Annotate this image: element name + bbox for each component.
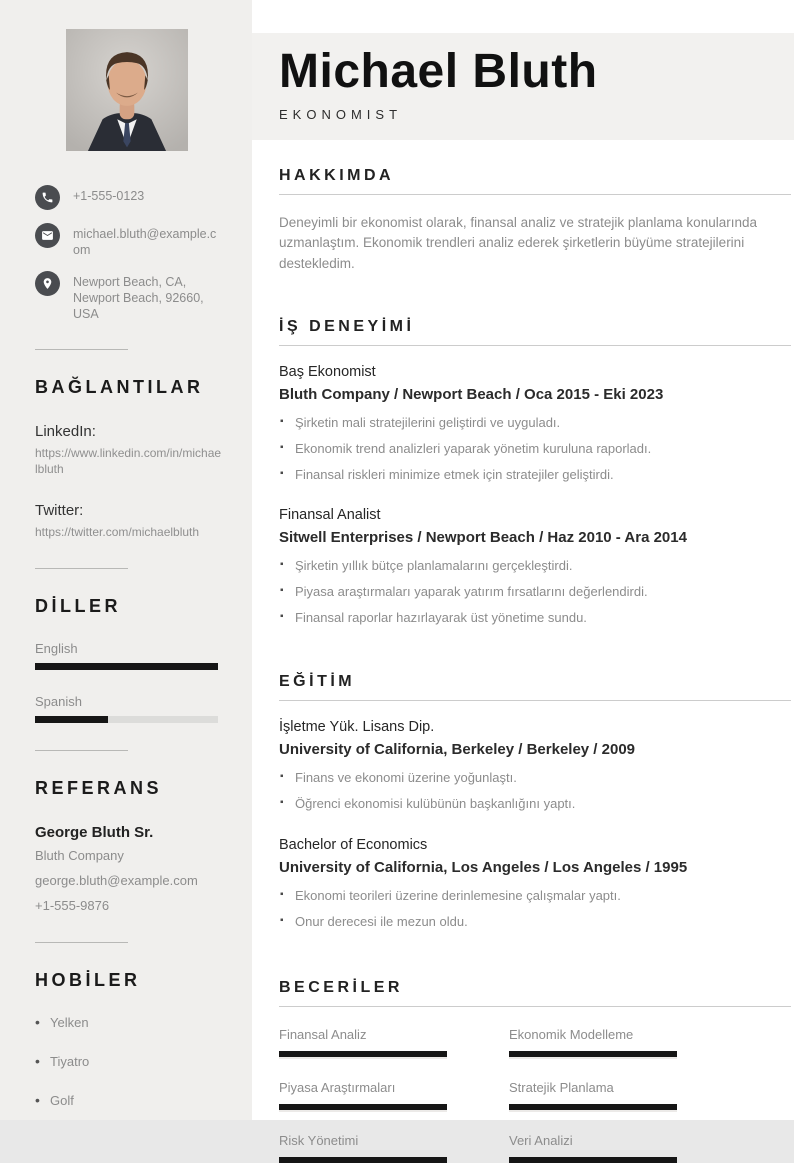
job-meta: Sitwell Enterprises / Newport Beach / Haz 2010 - Ara 2014 xyxy=(279,529,687,547)
skill-level-bar xyxy=(509,1157,677,1163)
education-bullet-list xyxy=(279,888,791,931)
skills-section xyxy=(279,979,791,1163)
language-name: Spanish xyxy=(35,693,82,709)
experience-section-title: İŞ DENEYİMİ xyxy=(279,317,415,335)
twitter-url[interactable]: https://twitter.com/michaelbluth xyxy=(35,525,200,540)
main-column xyxy=(252,0,794,1148)
education-bullet: ▪ Finans ve ekonomi üzerine yoğunlaştı. xyxy=(279,770,791,787)
job-bullet-list xyxy=(279,558,791,627)
skill-name: Ekonomik Modelleme xyxy=(509,1026,634,1042)
languages-section-title: DİLLER xyxy=(35,595,121,616)
linkedin-url[interactable]: https://www.linkedin.com/in/michaelbluth xyxy=(35,446,222,476)
skill-level-bar xyxy=(279,1051,447,1057)
skill-level-fill xyxy=(279,1051,447,1057)
skill-level-fill xyxy=(279,1157,447,1163)
person-name: Michael Bluth xyxy=(279,45,598,98)
skills-section-title: BECERİLER xyxy=(279,978,403,996)
job-bullet: ▪ Ekonomik trend analizleri yaparak yönetim kuruluna raporladı. xyxy=(279,441,791,458)
sidebar xyxy=(0,0,252,1120)
job-entry xyxy=(279,364,791,484)
job-bullet: ▪ Şirketin yıllık bütçe planlamalarını gerçekleştirdi. xyxy=(279,558,791,575)
job-bullet: ▪ Şirketin mali stratejilerini geliştirdi ve uyguladı. xyxy=(279,415,791,432)
portrait-illustration xyxy=(66,29,188,151)
skill-item xyxy=(509,1027,739,1057)
education-bullet: ▪ Öğrenci ekonomisi kulübünün başkanlığını yaptı. xyxy=(279,796,791,813)
mailing-address: Newport Beach, CA, Newport Beach, 92660, USA xyxy=(73,275,204,321)
section-rule xyxy=(279,1006,791,1007)
hobby-item: • Yelken xyxy=(35,1015,218,1030)
reference-name: George Bluth Sr. xyxy=(35,823,154,841)
sidebar-divider xyxy=(35,750,128,751)
email-address[interactable]: michael.bluth@example.com xyxy=(73,227,217,257)
skills-grid xyxy=(279,1027,791,1163)
about-text: Deneyimli bir ekonomist olarak, finansal analiz ve stratejik planlama konularında uzmanlaştım. Ekonomik trendleri analiz ederek şirketlerin büyüme stratejilerini destekledim. xyxy=(279,215,757,271)
job-role: Baş Ekonomist xyxy=(279,363,376,380)
education-bullet-list xyxy=(279,770,791,813)
skill-item xyxy=(279,1080,509,1110)
profile-photo xyxy=(66,29,188,151)
degree-name: Bachelor of Economics xyxy=(279,836,428,853)
contact-address-row xyxy=(35,271,218,322)
skill-item xyxy=(509,1133,739,1163)
skill-level-bar xyxy=(509,1104,677,1110)
skill-level-fill xyxy=(509,1157,677,1163)
linkedin-label: LinkedIn: xyxy=(35,423,96,441)
education-bullet: ▪ Onur derecesi ile mezun oldu. xyxy=(279,914,791,931)
about-section xyxy=(279,167,791,274)
header-band xyxy=(252,33,794,140)
reference-email[interactable]: george.bluth@example.com xyxy=(35,872,198,888)
language-level-bar xyxy=(35,663,218,670)
contact-block xyxy=(35,185,218,322)
skill-level-bar xyxy=(509,1051,677,1057)
degree-name: İşletme Yük. Lisans Dip. xyxy=(279,719,435,736)
skill-name: Stratejik Planlama xyxy=(509,1079,614,1095)
main-content xyxy=(252,167,794,1163)
school-meta: University of California, Los Angeles / Los Angeles / 1995 xyxy=(279,858,688,876)
hobby-item: • Golf xyxy=(35,1093,218,1108)
skill-name: Veri Analizi xyxy=(509,1132,573,1148)
education-section xyxy=(279,673,791,931)
skill-level-fill xyxy=(509,1051,677,1057)
skill-level-fill xyxy=(279,1104,447,1110)
job-bullet: ▪ Finansal riskleri minimize etmek için stratejiler geliştirdi. xyxy=(279,467,791,484)
reference-section-title: REFERANS xyxy=(35,777,163,798)
twitter-label: Twitter: xyxy=(35,502,84,520)
education-entry xyxy=(279,837,791,931)
skill-name: Risk Yönetimi xyxy=(279,1132,359,1148)
skill-name: Piyasa Araştırmaları xyxy=(279,1079,396,1095)
language-name: English xyxy=(35,640,78,656)
skill-item xyxy=(279,1027,509,1057)
language-level-bar xyxy=(35,716,218,723)
job-role: Finansal Analist xyxy=(279,507,381,524)
envelope-icon xyxy=(35,223,60,248)
skill-level-fill xyxy=(509,1104,677,1110)
map-pin-icon xyxy=(35,271,60,296)
reference-company: Bluth Company xyxy=(35,847,124,863)
job-bullet-list xyxy=(279,415,791,484)
person-job-title: EKONOMIST xyxy=(279,106,403,122)
hobbies-section-title: HOBİLER xyxy=(35,970,141,991)
skill-name: Finansal Analiz xyxy=(279,1026,367,1042)
school-meta: University of California, Berkeley / Berkeley / 2009 xyxy=(279,741,636,759)
phone-number: +1-555-0123 xyxy=(73,189,145,203)
reference-phone: +1-555-9876 xyxy=(35,897,110,913)
language-level-fill xyxy=(35,716,108,723)
language-level-fill xyxy=(35,663,218,670)
skill-item xyxy=(279,1133,509,1163)
job-bullet: ▪ Piyasa araştırmaları yaparak yatırım fırsatlarını değerlendirdi. xyxy=(279,584,791,601)
contact-email-row xyxy=(35,223,218,258)
education-entry xyxy=(279,719,791,813)
hobby-list xyxy=(35,1015,218,1108)
education-bullet: ▪ Ekonomi teorileri üzerine derinlemesine çalışmalar yaptı. xyxy=(279,888,791,905)
contact-phone-row xyxy=(35,185,218,210)
job-entry xyxy=(279,507,791,627)
section-rule xyxy=(279,345,791,346)
education-section-title: EĞİTİM xyxy=(279,673,356,691)
skill-level-bar xyxy=(279,1157,447,1163)
hobby-item: • Tiyatro xyxy=(35,1054,218,1069)
sidebar-divider xyxy=(35,568,128,569)
job-bullet: ▪ Finansal raporlar hazırlayarak üst yönetime sundu. xyxy=(279,610,791,627)
links-section-title: BAĞLANTILAR xyxy=(35,377,204,398)
phone-icon xyxy=(35,185,60,210)
skill-item xyxy=(509,1080,739,1110)
section-rule xyxy=(279,194,791,195)
skill-level-bar xyxy=(279,1104,447,1110)
job-meta: Bluth Company / Newport Beach / Oca 2015 - Eki 2023 xyxy=(279,385,664,403)
about-section-title: HAKKIMDA xyxy=(279,167,395,184)
section-rule xyxy=(279,700,791,701)
experience-section xyxy=(279,318,791,627)
sidebar-divider xyxy=(35,349,128,350)
sidebar-divider xyxy=(35,942,128,943)
